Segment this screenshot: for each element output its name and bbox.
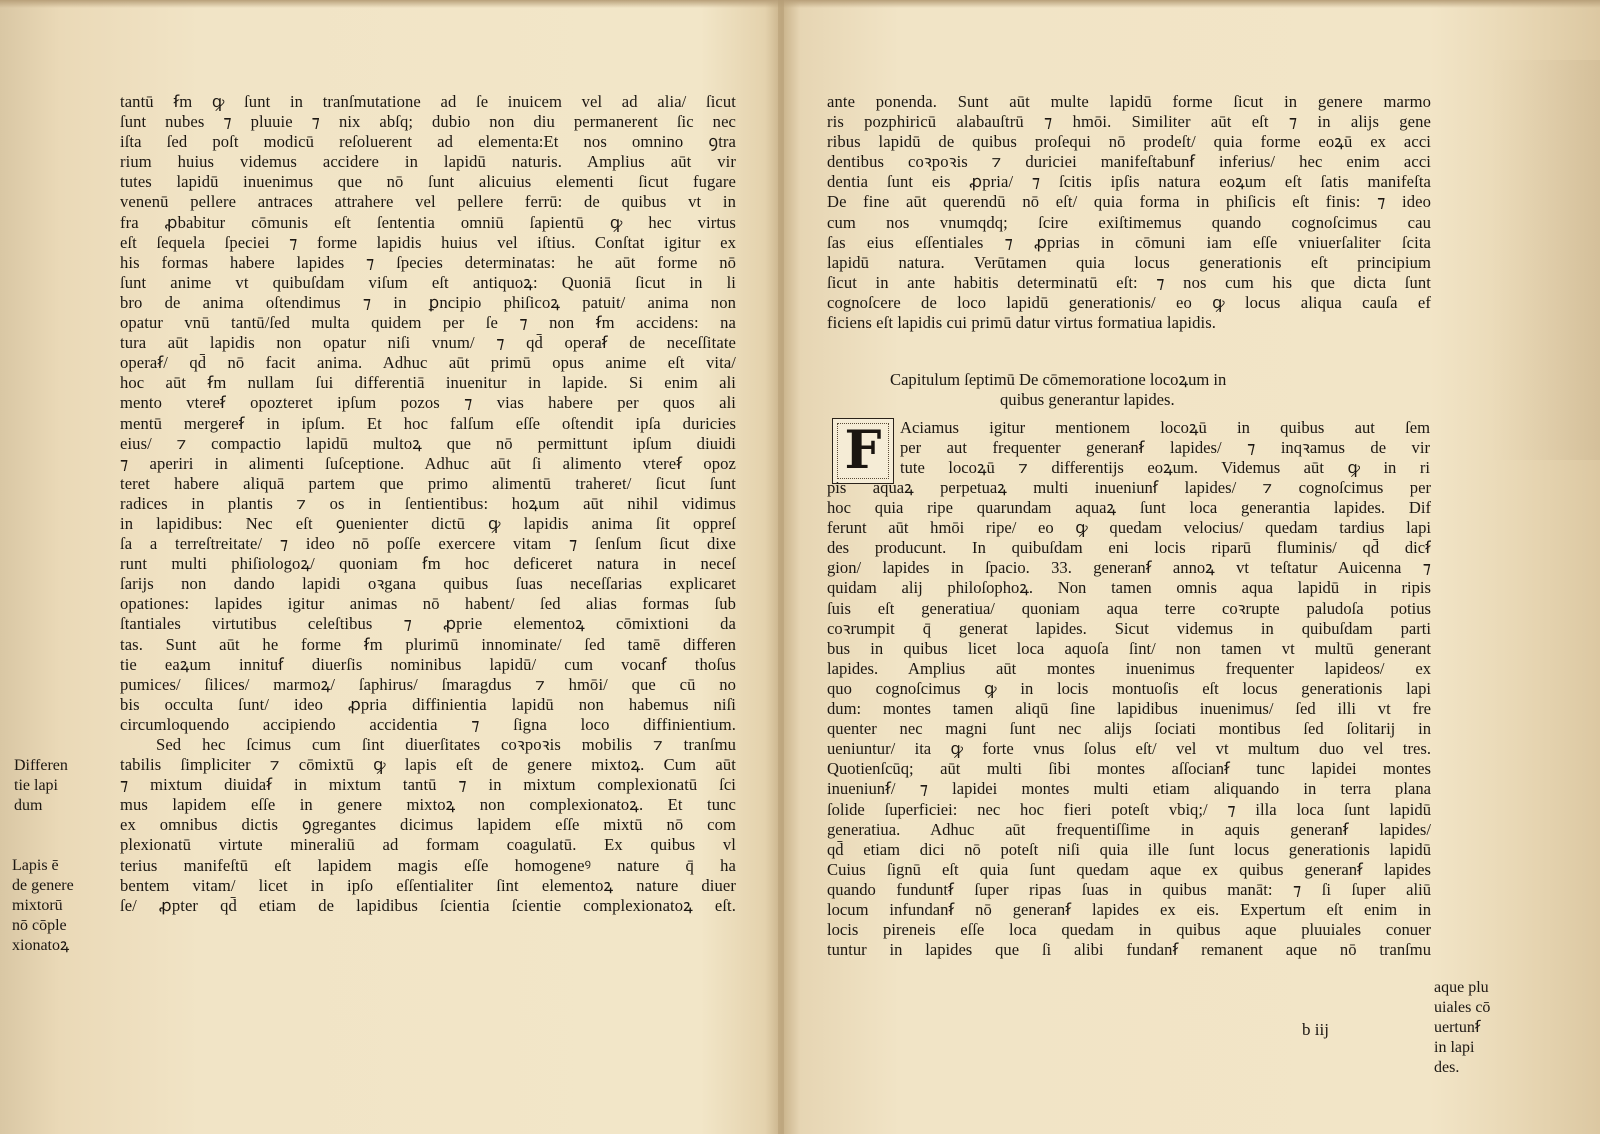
text-line: tie eaꝝum innituẜ diuerſis nominibus lapidū/ cum vocanẜ thoſus [120, 654, 736, 674]
signature-mark: b iij [1302, 1020, 1329, 1039]
text-line: dum: montes tamen aliqū ſine lapidibus inuenimus/ ſed illi vt fre [827, 699, 1431, 719]
margin-note-line: xionatoꝝ [12, 937, 70, 955]
text-line: tute locoꝝū ⁊ differentijs eoꝝum. Videmus aūt ꝙ in ri [900, 458, 1430, 478]
text-line: des producunt. In quibuſdam eni locis riparū fluminis/ qd̄ dicẜ [827, 538, 1431, 558]
text-line: bis occulta ſunt/ ideo ꝓpria diffinientia lapidū non habemus niſi [120, 694, 736, 714]
text-line: ſas eius eſſentiales ⁊ ꝓprias in cōmuni iam eſſe vniuerſaliter ſcita [827, 232, 1431, 252]
text-line: iſta ſed poſt modicū reſoluerent ad elementa:Et nos omnino ꝯtra [120, 132, 736, 152]
text-line: opationes: lapides igitur animas nō habent/ ſed alias formas ſub [120, 594, 736, 614]
chapter-heading-line-1: Capitulum ſeptimū De cōmemoratione locoꝝum in [890, 370, 1227, 389]
text-line: ſuis eſt generatiua/ quoniam aqua terre coꝛrupte paludoſa potius [827, 598, 1431, 618]
text-line: ſarijs non dando lapidi oꝛgana quibus ſuas neceſſarias explicaret [120, 574, 736, 594]
text-line: hoc aūt ẜm nullam ſui differentiā inuenitur in lapide. Si enim ali [120, 373, 736, 393]
margin-note-line: aque plu [1434, 979, 1489, 996]
text-line: ex omnibus dictis ꝯgregantes dicimus lapidem eſſe mixtū nō com [120, 815, 736, 835]
text-line: ferunt aūt hmōi ripe/ eo ꝙ quedam velocius/ quedam tardius lapi [827, 518, 1431, 538]
text-line: operaẜ/ qd̄ nō facit anima. Adhuc aūt primū opus anime eſt vita/ [120, 353, 736, 373]
margin-note-aque-pluuiales [1434, 978, 1514, 1078]
text-line: ris pozphiricū alabauſtrū ⁊ hmōi. Similiter aūt eſt ⁊ in alijs gene [827, 112, 1431, 132]
text-line: quidam alij philoſophoꝝ. Non tamen omnis aqua lapidū in ripis [827, 578, 1431, 598]
margin-note-line: Differen [14, 757, 68, 774]
margin-note-line: uertunẜ [1434, 1019, 1481, 1037]
decorated-initial [832, 418, 894, 484]
text-line: teret habere aliquā partem que primo alimentū traheret/ ſicut ſunt [120, 473, 736, 493]
right-edge-shadow [1490, 60, 1600, 460]
text-line: tabilis ſimpliciter ⁊ cōmixtū ꝙ lapis eſt de genere mixtoꝝ. Cum aūt [120, 755, 736, 775]
text-line: tuntur in lapides que ſi alibi fundanẜ remanent aque nō tranſmu [827, 940, 1431, 960]
margin-note-line: uiales cō [1434, 999, 1491, 1017]
text-line: venenū pellere antraces attrahere vel pellere ferrū: de quibus vt in [120, 192, 736, 212]
text-line: per aut frequenter generanẜ lapides/ ⁊ inqꝛamus de vir [900, 438, 1430, 458]
text-line: Cuius ſignū eſt quia ſunt quedam aque ex quibus generanẜ lapides [827, 859, 1431, 879]
text-line: gion/ lapides in ſpacio. 33. generanẜ annoꝝ vt teſtatur Auicenna ⁊ [827, 558, 1431, 578]
text-line: mento vtereẜ opozteret ipſum pozos ⁊ vias habere per quos ali [120, 393, 736, 413]
margin-note-line: des. [1434, 1059, 1460, 1077]
text-line: eius/ ⁊ compactio lapidū multoꝝ que nō permittunt ipſum diuidi [120, 433, 736, 453]
text-line: ficiens eſt lapidis cui primū datur virtus formatiua lapidis. [827, 313, 1217, 333]
text-line: plexionatū virtute mineraliū ad formam coagulatū. Ex quibus vl [120, 835, 736, 855]
text-line: locis pireneis eſſe loca quedam in quibus aque pluuiales conuer [827, 920, 1431, 940]
margin-note-lapis-mixtorum [12, 856, 118, 956]
text-line: ſe/ ꝓpter qd̄ etiam de lapidibus ſcientia ſcientie complexionatoꝝ eſt. [120, 895, 736, 915]
text-line: coꝛrumpit q̄ generat lapides. Sicut videmus in quibuſdam parti [827, 618, 1431, 638]
text-line: lapidū natura. Verūtamen quia locus generationis eſt principium [827, 252, 1431, 272]
text-line: ſunt nubes ⁊ pluuie ⁊ nix abſq; dubio non diu permanerent ſic nec [120, 112, 736, 132]
margin-note-line: mixtorū [12, 897, 63, 915]
text-line: mentū mergereẜ in ipſum. Et hoc falſum eſſe oſtendit ipſa duricies [120, 413, 736, 433]
margin-note-differentie [14, 756, 118, 816]
text-line: ribus lapidū de quibus proſequi nō prodeſt/ quia forme eoꝝū ex acci [827, 132, 1431, 152]
text-line: in lapidibus: Nec eſt ꝯuenienter dictū ꝙ lapidis anima ſit oppreſ [120, 513, 736, 533]
text-line: Quotienſcūq; aūt multi ſibi montes aſſocianẜ tunc lapidei montes [827, 759, 1431, 779]
text-line: qd̄ etiam dici nō poteſt niſi quia ille ſunt locus generationis lapidū [827, 839, 1431, 859]
text-line: ueniuntur/ ita ꝙ forte vnus ſolus eſt/ vel vt multum duo vel tres. [827, 739, 1431, 759]
text-line: rium huius videmus accidere in lapidū naturis. Amplius aūt vir [120, 152, 736, 172]
text-line: eſt ſequela ſpeciei ⁊ forme lapidis huius vel iſtius. Conſtat igitur ex [120, 232, 736, 252]
decorated-initial-letter: F [844, 420, 882, 481]
text-line: opatur vnū tantū/ſed multa quidem per ſe ⁊ non ẜm accidens: na [120, 313, 736, 333]
text-line: mus lapidem eſſe in genere mixtoꝝ non complexionatoꝝ. Et tunc [120, 795, 736, 815]
text-line: runt multi phiſiologoꝝ/ quoniam ẜm hoc deficeret natura in neceſ [120, 554, 736, 574]
text-line: quando funduntẜ ſuper ripas ſuas in quibus manāt: ⁊ ſi ſuper aliū [827, 879, 1431, 899]
right-page-body-top [827, 92, 1431, 333]
text-line: dentia ſunt eis ꝓpria/ ⁊ ſcitis ipſis natura eoꝝum eſt ſatis manifeſta [827, 172, 1431, 192]
text-line: lapides. Amplius aūt montes inuenimus frequenter lapideos/ ex [827, 658, 1431, 678]
text-line: De fine aūt querendū nō eſt/ quia forma in phiſicis eſt finis: ⁊ ideo [827, 192, 1431, 212]
margin-note-line: in lapi [1434, 1039, 1475, 1057]
text-line: locum infundanẜ nō generanẜ lapides ex eis. Expertum eſt enim in [827, 899, 1431, 919]
text-line: tantū ẜm ꝙ ſunt in tranſmutatione ad ſe inuicem vel ad alia/ ſicut [120, 92, 736, 111]
margin-note-line: de genere [12, 877, 74, 895]
initial-paragraph-lines [900, 418, 1430, 478]
text-line: inueniunẜ/ ⁊ lapidei montes multi etiam aliquando in terra plana [827, 779, 1431, 799]
text-line: ſunt anime vt quibuſdam viſum eſt antiquoꝝ: Quoniā ſicut in li [120, 272, 736, 292]
text-line: ante ponenda. Sunt aūt multe lapidū forme ſicut in genere marmo [827, 92, 1431, 111]
left-page [0, 0, 780, 1134]
text-line: ſtantiales virtutibus celeſtibus ⁊ ꝓprie elementoꝝ cōmixtioni da [120, 614, 736, 634]
text-line: dentibus coꝛpoꝛis ⁊ duriciei manifeſtabunẜ inferius/ hec enim acci [827, 152, 1431, 172]
text-line: radices in plantis ⁊ os in ſentientibus: hoꝝum aūt nihil vidimus [120, 493, 736, 513]
margin-note-line: tie lapi [14, 777, 58, 795]
text-line: bro de anima oſtendimus ⁊ in ꝑncipio phiſicoꝝ patuit/ anima non [120, 292, 736, 312]
text-line: ſicut in ante habitis determinatū eſt: ⁊ nos cum his que dicta ſunt [827, 272, 1431, 292]
text-line: bentem vitam/ licet in ipſo eſſentialiter ſint elementoꝝ nature diuer [120, 875, 736, 895]
text-line: bus in quibus licet loca aquoſa ſint/ non tamen vt multū generant [827, 638, 1431, 658]
text-line: terius manifeſtū eſt lapidem magis eſſe homogeneꝰ nature q̄ ha [120, 855, 736, 875]
text-line: cognoſcere de loco lapidū generationis/ eo ꝙ locus aliqua cauſa ef [827, 292, 1431, 312]
text-line: quo cognoſcimus ꝙ in locis montuoſis eſt locus generationis lapi [827, 678, 1431, 698]
text-line: fra ꝓbabitur cōmunis eſt ſententia omniū ſapientū ꝙ hec virtus [120, 212, 736, 232]
text-line: Sed hec ſcimus cum ſint diuerſitates coꝛpoꝛis mobilis ⁊ tranſmu [156, 735, 736, 754]
text-line: cum nos vnumqdq; ſcire exiſtimemus quando cognoſcimus cau [827, 212, 1431, 232]
text-line: tas. Sunt aūt he forme ẜm plurimū innominate/ ſed tamē differen [120, 634, 736, 654]
chapter-heading [870, 370, 1410, 410]
right-page [782, 0, 1600, 1134]
text-line: tura aūt lapidis non opatur niſi vnum/ ⁊ qd̄ operaẜ de neceſſitate [120, 333, 736, 353]
text-line: tutes lapidū inuenimus que nō ſunt alicuius elementi ſicut fugare [120, 172, 736, 192]
text-line: pis aquaꝝ perpetuaꝝ multi inueniunẜ lapides/ ⁊ cognoſcimus per [827, 478, 1431, 497]
chapter-heading-line-2: quibus generantur lapides. [1000, 390, 1175, 410]
text-line: ſa a terreſtreitate/ ⁊ ideo nō poſſe exercere vitam ⁊ ſenſum ſicut dixe [120, 534, 736, 554]
margin-note-line: Lapis ē [12, 857, 59, 874]
text-line: generatiua. Adhuc aūt frequentiſſime in aquis generanẜ lapides/ [827, 819, 1431, 839]
text-line: circumloquendo accipiendo accidentia ⁊ ſigna loco diffinientium. [120, 714, 736, 734]
text-line: Aciamus igitur mentionem locoꝝū in quibus aut ſem [900, 418, 1430, 437]
text-line: quenter nec magni ſunt nec alijs ſociati montibus ſed ſolitarij in [827, 719, 1431, 739]
margin-note-line: nō cōple [12, 917, 67, 935]
margin-note-line: dum [14, 797, 43, 815]
text-line: ⁊ aperiri in alimenti ſuſceptione. Adhuc aūt ſi alimento vtereẜ opoz [120, 453, 736, 473]
text-line: his formas habere lapides ⁊ ſpecies determinatas: he aūt forme nō [120, 252, 736, 272]
left-page-body [120, 92, 736, 916]
text-line: ⁊ mixtum diuidaẜ in mixtum tantū ⁊ in mixtum complexionatū ſci [120, 775, 736, 795]
text-line: pumices/ ſilices/ marmoꝝ/ ſaphirus/ ſmaragdus ⁊ hmōi/ que cū no [120, 674, 736, 694]
right-page-body-bottom [827, 478, 1431, 960]
text-line: ſolide ſuperficiei: nec hoc fieri poteſt vbiq;/ ⁊ illa loca ſunt lapidū [827, 799, 1431, 819]
text-line: hoc quia ripe quarundam aquaꝝ ſunt loca generantia lapides. Dif [827, 498, 1431, 518]
